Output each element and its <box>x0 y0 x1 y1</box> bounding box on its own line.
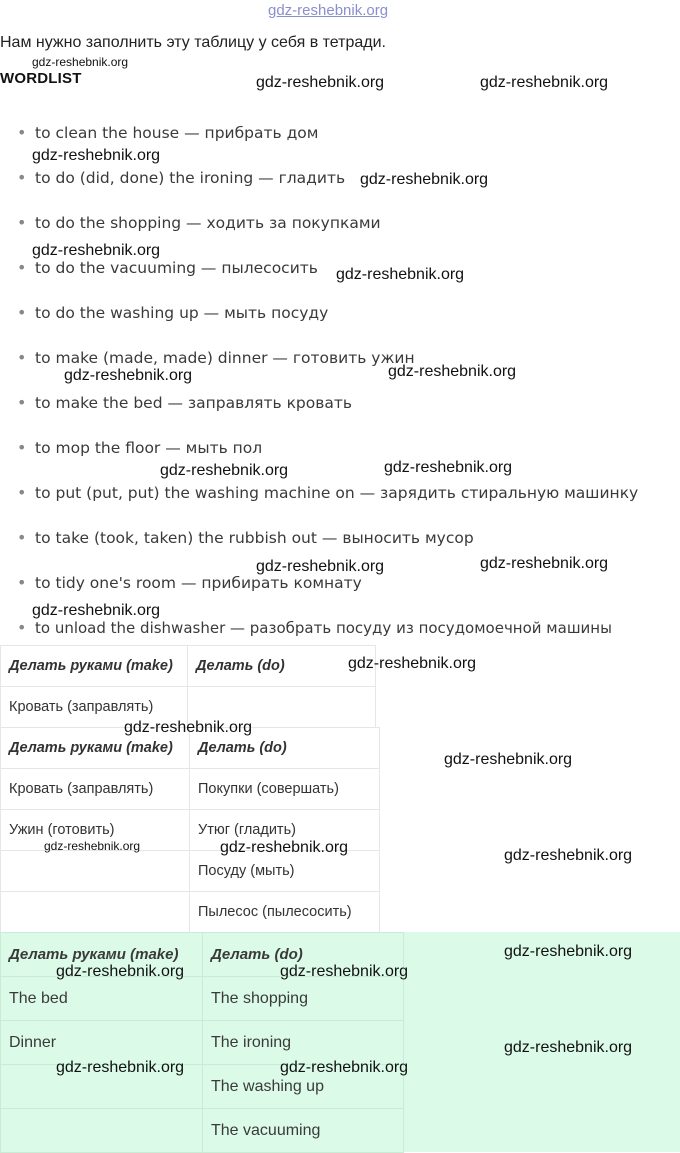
table-row <box>1 769 380 810</box>
bullet-icon: • <box>17 573 27 592</box>
table-cell: The washing up <box>203 1065 404 1109</box>
intro-text: Нам нужно заполнить эту таблицу у себя в тетради. <box>0 34 386 51</box>
table-cell: Dinner <box>1 1021 203 1065</box>
list-item: • to clean the house — прибрать дом <box>0 121 680 166</box>
watermark-text: gdz-reshebnik.org <box>504 943 633 960</box>
bullet-icon: • <box>17 348 27 367</box>
list-item: • to unload the dishwasher — разобрать посуду из посудомоечной машины <box>0 616 680 661</box>
watermark-text: gdz-reshebnik.org <box>384 459 513 476</box>
list-item: • to tidy one's room — прибирать комнату <box>0 571 680 616</box>
bullet-icon: • <box>17 303 27 322</box>
watermark-text: gdz-reshebnik.org <box>220 839 349 856</box>
watermark-text: gdz-reshebnik.org <box>480 555 609 572</box>
table-header-cell: Делать руками (make) <box>1 728 190 769</box>
list-item: • to make the bed — заправлять кровать <box>0 391 680 436</box>
watermark-text: gdz-reshebnik.org <box>336 266 465 283</box>
bullet-icon: • <box>17 168 27 187</box>
watermark-text: gdz-reshebnik.org <box>280 1059 409 1076</box>
table-cell: Кровать (заправлять) <box>1 687 188 728</box>
table-header-cell: Делать руками (make) <box>1 646 188 687</box>
table-cell: The vacuuming <box>203 1109 404 1153</box>
watermark-text: gdz-reshebnik.org <box>280 963 409 980</box>
watermark-text: gdz-reshebnik.org <box>64 367 193 384</box>
watermark-text: gdz-reshebnik.org <box>32 242 161 259</box>
bullet-icon: • <box>17 258 27 277</box>
table-cell: The shopping <box>203 977 404 1021</box>
watermark-text: gdz-reshebnik.org <box>160 462 289 479</box>
bullet-icon: • <box>17 618 27 637</box>
list-item: • to put (put, put) the washing machine on — зарядить стиральную машинку <box>0 481 680 526</box>
watermark-text: gdz-reshebnik.org <box>480 74 609 91</box>
table-cell: Ужин (готовить) <box>1 810 190 851</box>
table-cell: The ironing <box>203 1021 404 1065</box>
table-cell <box>1 851 190 892</box>
watermark-text: gdz-reshebnik.org <box>32 147 161 164</box>
watermark-text: gdz-reshebnik.org <box>348 655 477 672</box>
list-item: • to do the vacuuming — пылесосить <box>0 256 680 301</box>
table-row <box>1 977 404 1021</box>
list-item: • to take (took, taken) the rubbish out — выносить мусор <box>0 526 680 571</box>
list-item: • to do the washing up — мыть посуду <box>0 301 680 346</box>
watermark-text: gdz-reshebnik.org <box>56 963 185 980</box>
table-row <box>1 892 380 933</box>
site-link[interactable]: gdz-reshebnik.org <box>268 2 389 19</box>
example-table <box>0 727 380 933</box>
watermark-text: gdz-reshebnik.org <box>388 363 517 380</box>
table-row <box>1 1109 404 1153</box>
list-item: • to do the shopping — ходить за покупками <box>0 211 680 256</box>
table-cell: Утюг (гладить) <box>190 810 380 851</box>
wordlist <box>0 121 680 661</box>
watermark-text: gdz-reshebnik.org <box>256 558 385 575</box>
bullet-icon: • <box>17 438 27 457</box>
watermark-text: gdz-reshebnik.org <box>124 719 253 736</box>
table-cell: Кровать (заправлять) <box>1 769 190 810</box>
table-cell: Посуду (мыть) <box>190 851 380 892</box>
bullet-icon: • <box>17 393 27 412</box>
table-cell <box>1 1109 203 1153</box>
bullet-icon: • <box>17 528 27 547</box>
list-item: • to make (made, made) dinner — готовить ужин <box>0 346 680 391</box>
table-cell <box>1 892 190 933</box>
list-item: • to do (did, done) the ironing — гладить <box>0 166 680 211</box>
wordlist-title: WORDLIST <box>0 70 82 87</box>
table-cell: The bed <box>1 977 203 1021</box>
watermark-text: gdz-reshebnik.org <box>504 847 633 864</box>
table-header-cell: Делать (do) <box>190 728 380 769</box>
list-item: • to mop the floor — мыть пол <box>0 436 680 481</box>
watermark-text: gdz-reshebnik.org <box>32 602 161 619</box>
watermark-text: gdz-reshebnik.org <box>32 55 129 69</box>
table-row <box>1 1021 404 1065</box>
watermark-text: gdz-reshebnik.org <box>444 751 573 768</box>
task-table <box>0 645 376 728</box>
table-header-cell: Делать (do) <box>203 933 404 977</box>
watermark-text: gdz-reshebnik.org <box>44 839 141 853</box>
table-header-cell: Делать руками (make) <box>1 933 203 977</box>
watermark-text: gdz-reshebnik.org <box>504 1039 633 1056</box>
table-cell: Пылесос (пылесосить) <box>190 892 380 933</box>
bullet-icon: • <box>17 213 27 232</box>
table-cell: Покупки (совершать) <box>190 769 380 810</box>
watermark-text: gdz-reshebnik.org <box>56 1059 185 1076</box>
bullet-icon: • <box>17 123 27 142</box>
watermark-text: gdz-reshebnik.org <box>256 74 385 91</box>
bullet-icon: • <box>17 483 27 502</box>
watermark-text: gdz-reshebnik.org <box>360 171 489 188</box>
table-header-cell: Делать (do) <box>188 646 376 687</box>
table-header-row <box>1 646 376 687</box>
